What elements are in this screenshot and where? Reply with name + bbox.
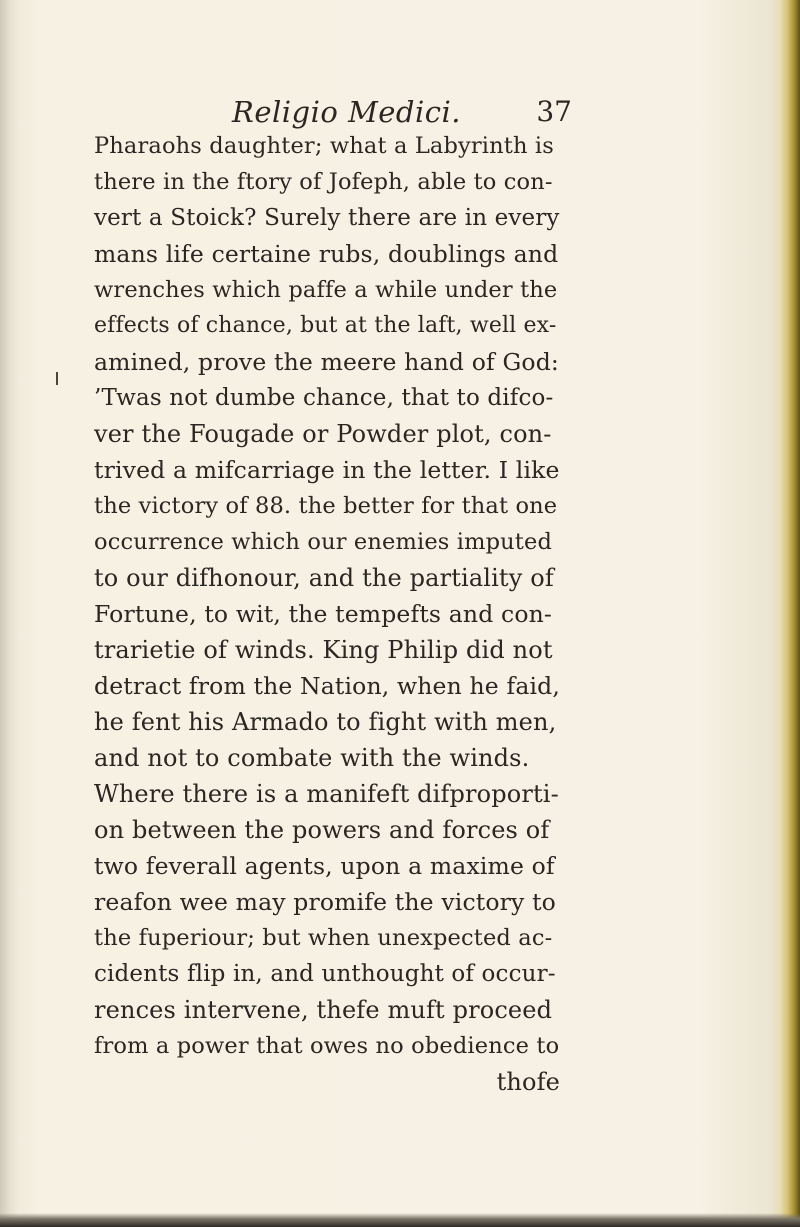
page-number: 37 (536, 95, 572, 128)
text-line: Fortune, to wit, the tempefts and con- (94, 600, 552, 628)
text-line: and not to combate with the winds. (94, 744, 530, 772)
text-line: on between the powers and forces of (94, 816, 550, 844)
text-line: there in the ftory of Jofeph, able to con- (94, 169, 553, 195)
text-line: ’Twas not dumbe chance, that to difco- (94, 385, 554, 411)
text-line: occurrence which our enemies imputed (94, 529, 553, 555)
page-gutter-shadow (0, 0, 18, 1227)
text-line: amined, prove the meere hand of God: (94, 348, 559, 376)
running-title: Religio Medici. (232, 95, 461, 129)
text-line: trived a mifcarriage in the letter. I like (94, 456, 560, 484)
text-line: the fuperiour; but when unexpected ac- (94, 925, 553, 951)
text-line: trarietie of winds. King Philip did not (94, 636, 553, 664)
text-line: rences intervene, thefe muft proceed (94, 996, 553, 1024)
text-line: the victory of 88. the better for that one (94, 493, 558, 519)
text-line: effects of chance, but at the laft, well ex- (94, 313, 557, 338)
text-line: ver the Fougade or Powder plot, con- (94, 420, 552, 448)
text-line: vert a Stoick? Surely there are in every (94, 205, 560, 231)
text-line: wrenches which paffe a while under the (94, 277, 558, 303)
margin-mark (56, 372, 58, 385)
text-line: detract from the Nation, when he faid, (94, 672, 560, 700)
text-line: cidents flip in, and unthought of occur- (94, 961, 556, 987)
page-gilt-edge (780, 0, 800, 1227)
page-bottom-shadow (0, 1213, 800, 1227)
text-line: he fent his Armado to fight with men, (94, 708, 557, 736)
text-line: Where there is a manifeft difproporti- (94, 780, 559, 808)
text-line: two feverall agents, upon a maxime of (94, 852, 555, 880)
text-line: to our difhonour, and the partiality of (94, 564, 554, 592)
text-line: mans life certaine rubs, doublings and (94, 240, 559, 268)
text-line: Pharaohs daughter; what a Labyrinth is (94, 133, 554, 159)
text-line: from a power that owes no obedience to (94, 1033, 560, 1059)
catchword: thofe (496, 1068, 560, 1096)
running-head (232, 92, 572, 132)
body-text (94, 128, 560, 1100)
text-line: reafon wee may promife the victory to (94, 888, 556, 916)
